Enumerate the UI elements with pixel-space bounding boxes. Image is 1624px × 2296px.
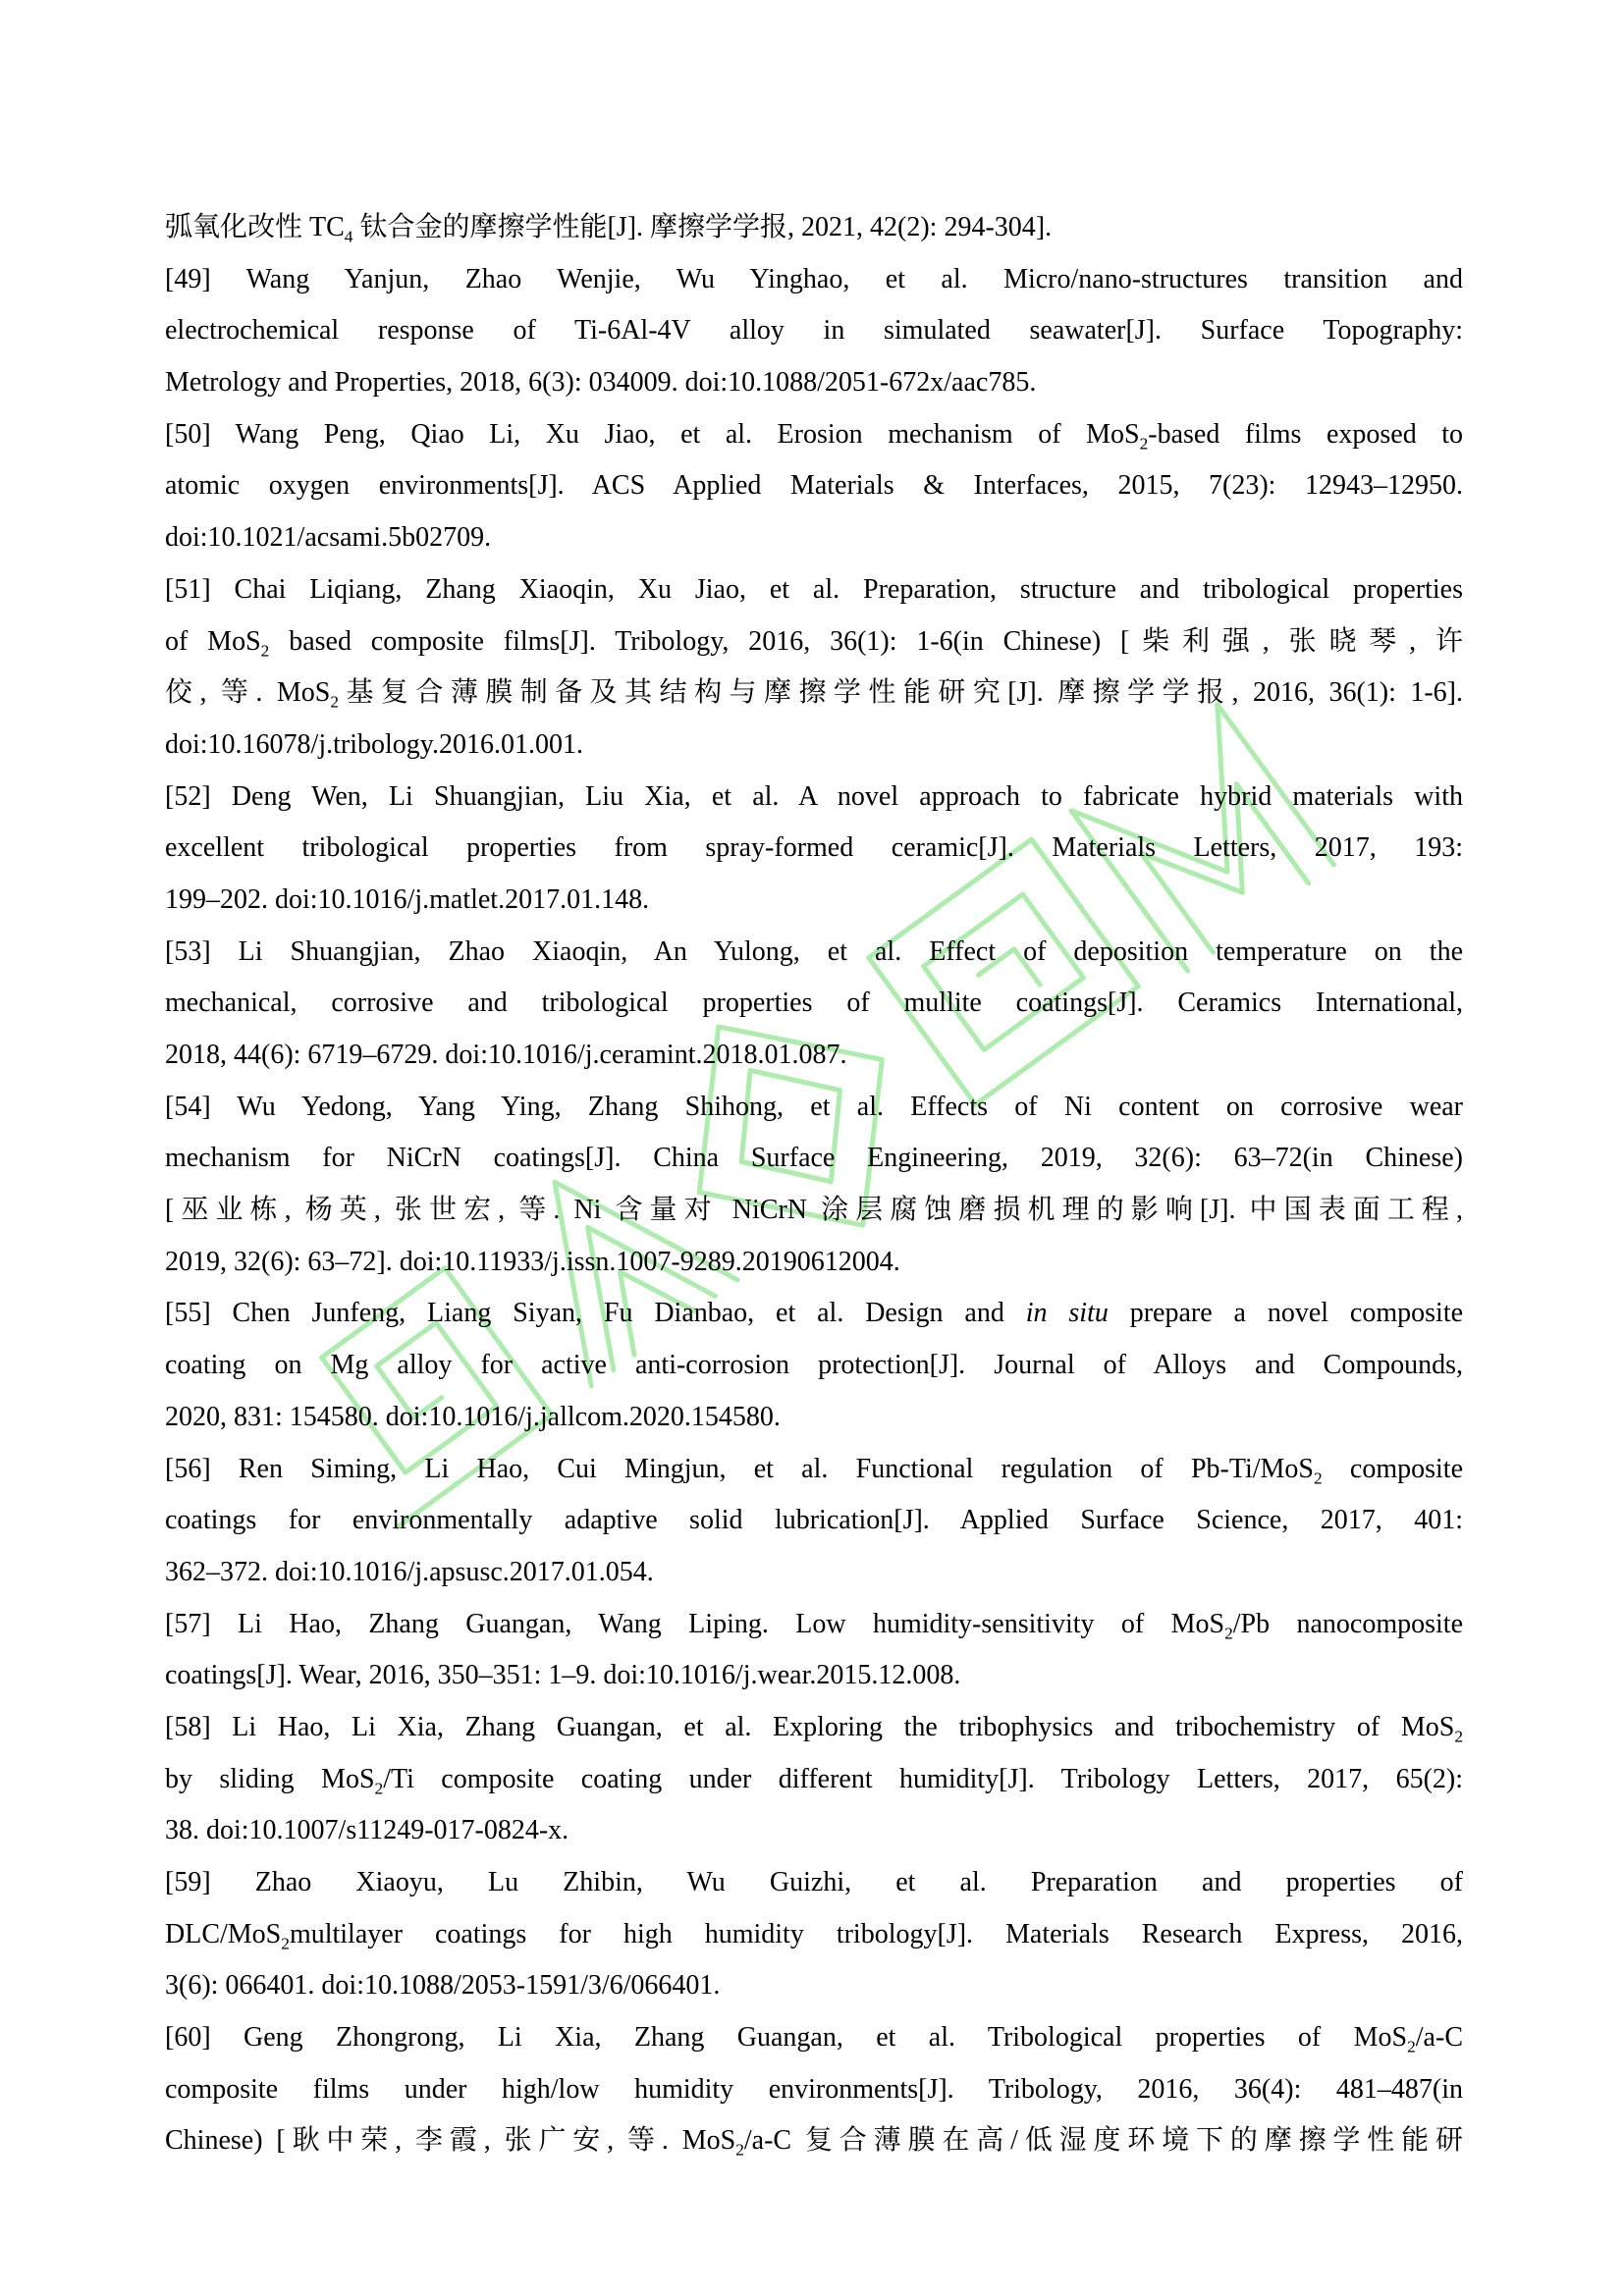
references-list [165, 202, 1463, 2167]
reference-line: [58] Li Hao, Li Xia, Zhang Guangan, et al. Exploring the tribophysics and tribochemistry of MoS$_2$ [165, 1711, 1463, 1746]
reference-line: DLC/MoS$_2$multilayer coatings for high humidity tribology[J]. Materials Research Express, 2016, [165, 1918, 1463, 1953]
reference-line: [55] Chen Junfeng, Liang Siyan, Fu Dianbao, et al. Design and in situ prepare a novel composite [165, 1298, 1464, 1329]
reference-line: 38. doi:10.1007/s11249-017-0824-x. [165, 1815, 569, 1846]
reference-line: 弧氧化改性 $TC_4$ 钛合金的摩擦学性能[J]. 摩擦学学报, 2021, 42(2): 294-304]. [165, 212, 1053, 246]
reference-line: [49] Wang Yanjun, Zhao Wenjie, Wu Yinghao, et al. Micro/nano-structures transition and [165, 263, 1463, 294]
reference-line: [52] Deng Wen, Li Shuangjian, Liu Xia, et al. A novel approach to fabricate hybrid materials with [165, 780, 1463, 812]
reference-line: 2019, 32(6): 63–72]. doi:10.11933/j.issn.1007-9289.20190612004. [165, 1246, 900, 1277]
reference-line: [巫业栋, 杨英, 张世宏, 等. Ni 含量对 NiCrN 涂层腐蚀磨损机理的影响[J]. 中国表面工程, [165, 1195, 1463, 1226]
reference-line: electrochemical response of Ti-6Al-4V alloy in simulated seawater[J]. Surface Topography: [165, 315, 1463, 347]
reference-line: [53] Li Shuangjian, Zhao Xiaoqin, An Yulong, et al. Effect of deposition temperature on the [165, 935, 1463, 967]
reference-line: [51] Chai Liqiang, Zhang Xiaoqin, Xu Jiao, et al. Preparation, structure and tribological properties [165, 573, 1463, 605]
reference-line: [59] Zhao Xiaoyu, Lu Zhibin, Wu Guizhi, et al. Preparation and properties of [165, 1867, 1463, 1897]
reference-line: Chinese) [耿中荣, 李霞, 张广安, 等. MoS$_2$/a-C 复合薄膜在高/低湿度环境下的摩擦学性能研 [165, 2125, 1463, 2161]
reference-line: 199–202. doi:10.1016/j.matlet.2017.01.148. [165, 883, 650, 915]
reference-line: Metrology and Properties, 2018, 6(3): 034009. doi:10.1088/2051-672x/aac785. [165, 367, 1037, 399]
reference-line: excellent tribological properties from spray-formed ceramic[J]. Materials Letters, 2017, 193: [165, 832, 1463, 864]
reference-line: doi:10.1021/acsami.5b02709. [165, 522, 492, 554]
reference-line: mechanism for NiCrN coatings[J]. China Surface Engineering, 2019, 32(6): 63–72(in Chinese) [165, 1143, 1463, 1174]
reference-line: coating on Mg alloy for active anti-corrosion protection[J]. Journal of Alloys and Compounds, [165, 1350, 1463, 1381]
reference-line: [50] Wang Peng, Qiao Li, Xu Jiao, et al. Erosion mechanism of MoS$_2$-based films exposed to [165, 418, 1464, 454]
reference-line: 佼, 等. MoS$_2$基复合薄膜制备及其结构与摩擦学性能研究[J]. 摩擦学学报, 2016, 36(1): 1-6]. [165, 677, 1463, 712]
reference-line: [54] Wu Yedong, Yang Ying, Zhang Shihong, et al. Effects of Ni content on corrosive wear [165, 1091, 1463, 1122]
reference-line: by sliding MoS$_2$/Ti composite coating under different humidity[J]. Tribology Letters, 2017, 65(2): [165, 1763, 1463, 1798]
reference-line: 362–372. doi:10.1016/j.apsusc.2017.01.054. [165, 1556, 654, 1587]
reference-line: atomic oxygen environments[J]. ACS Applied Materials & Interfaces, 2015, 7(23): 12943–12950. [165, 470, 1463, 502]
reference-line: [56] Ren Siming, Li Hao, Cui Mingjun, et al. Functional regulation of Pb-Ti/MoS$_2$ composite [165, 1453, 1463, 1488]
reference-line: coatings for environmentally adaptive solid lubrication[J]. Applied Surface Science, 2017, 401: [165, 1505, 1463, 1536]
references-page [165, 202, 1463, 2167]
reference-line: coatings[J]. Wear, 2016, 350–351: 1–9. doi:10.1016/j.wear.2015.12.008. [165, 1660, 961, 1691]
reference-line: [60] Geng Zhongrong, Li Xia, Zhang Guangan, et al. Tribological properties of MoS$_2$/a-C [165, 2022, 1463, 2056]
reference-line: 2018, 44(6): 6719–6729. doi:10.1016/j.ceramint.2018.01.087. [165, 1040, 847, 1070]
reference-line: mechanical, corrosive and tribological properties of mullite coatings[J]. Ceramics International, [165, 988, 1463, 1019]
reference-line: doi:10.16078/j.tribology.2016.01.001. [165, 728, 583, 760]
reference-line: 3(6): 066401. doi:10.1088/2053-1591/3/6/066401. [165, 1970, 721, 2002]
reference-line: [57] Li Hao, Zhang Guangan, Wang Liping. Low humidity-sensitivity of MoS$_2$/Pb nanocomposite [165, 1608, 1464, 1643]
reference-line: of MoS$_2$ based composite films[J]. Tribology, 2016, 36(1): 1-6(in Chinese) [柴利强, 张晓琴, 许 [165, 625, 1463, 661]
reference-line: composite films under high/low humidity environments[J]. Tribology, 2016, 36(4): 481–487(in [165, 2073, 1463, 2105]
reference-line: 2020, 831: 154580. doi:10.1016/j.jallcom.2020.154580. [165, 1401, 781, 1432]
